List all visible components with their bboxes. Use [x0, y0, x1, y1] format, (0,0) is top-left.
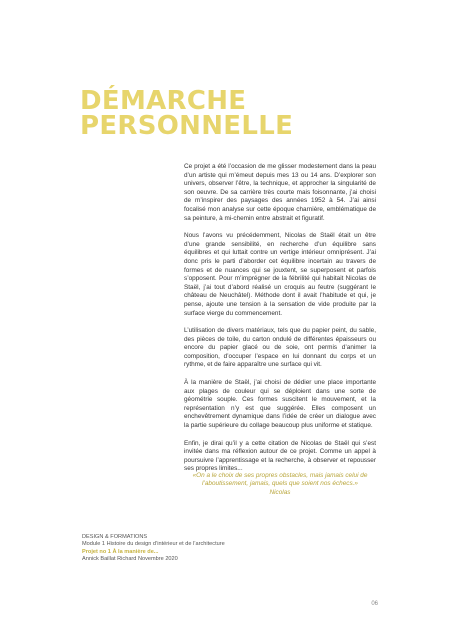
quote-author: Nicolas	[269, 488, 291, 496]
paragraph-4: À la manière de Staël, j’ai choisi de dédier une place importante aux plages de couleur qui se déploient dans une sorte de géométrie souple. Ces formes suscitent le mouvement, et la représentation n’y est que suggérée. Elles composent un enchevêtrement dynamique dans l’idée de créer un dialogue avec la partie supérieure du collage beaucoup plus uniforme et statique.	[184, 379, 376, 430]
quote-block	[184, 472, 376, 497]
quote-text: «On a le choix de ses propres obstacles, mais jamais celui de l’aboutissement, jamais, quels que soient nos échecs.»	[192, 472, 368, 488]
footer-org: DESIGN & FORMATIONS	[82, 534, 148, 540]
footer-author-date: Annick Baillat Richard Novembre 2020	[82, 555, 178, 562]
paragraph-3: L’utilisation de divers matériaux, tels que du papier peint, du sable, des pièces de toile, du carton ondulé de différentes épaisseurs ou encore du papier glacé ou de soie, ont permis d’animer la composition, d’occuper l’espace en lui donnant du corps et un rythme, et de faire apparaître une surface qui vit.	[184, 327, 376, 369]
footer-module: Module 1 Histoire du design d’intérieur et de l’architecture	[82, 541, 225, 548]
page-title	[80, 86, 380, 141]
footer-credits	[82, 534, 342, 563]
paragraph-2: Nous l’avons vu précédemment, Nicolas de Staël était un être d’une grande sensibilité, en recherche d’un équilibre sans équilibres et qui luttait contre un vertige intérieur omniprésent. J’ai donc pris le parti d’aborder cet équilibre incertain au travers de formes et de nuances qui se jouxtent, se superposent et parfois s’opposent. Pour m’imprégner de la fébrilité qui habitait Nicolas de Staël, j’ai tout d’abord réalisé un croquis au feutre (suggérant le château de Neuchâtel). Méthode dont il avait l’habitude et qui, je pense, ajoute une tension à la sensation de vide produite par la surface vierge du commencement.	[184, 232, 376, 317]
paragraph-5: Enfin, je dirai qu’il y a cette citation de Nicolas de Staël qui s’est invitée dans ma réflexion autour de ce projet. Comme un appel à poursuivre l’apprentissage et la recherche, à observer et repousser ses propres limites...	[184, 439, 376, 473]
title-line-1: DÉMARCHE	[80, 86, 247, 116]
body-text	[184, 163, 376, 483]
page-number: 06	[371, 601, 378, 607]
title-line-2: PERSONNELLE	[80, 111, 294, 141]
paragraph-1: Ce projet a été l’occasion de me glisser modestement dans la peau d’un artiste qui m’émeut depuis mes 13 ou 14 ans. D’explorer son univers, observer l’être, la technique, et approcher la singularité de son oeuvre. De sa carrière très courte mais foisonnante, j’ai choisi de m’inspirer des paysages des années 1952 à 54. J’ai ainsi focalisé mon analyse sur cette époque charnière, emblématique de sa peinture, à mi-chemin entre abstrait et figuratif.	[184, 163, 376, 222]
footer-project: Projet no 1 À la manière de...	[82, 548, 159, 555]
